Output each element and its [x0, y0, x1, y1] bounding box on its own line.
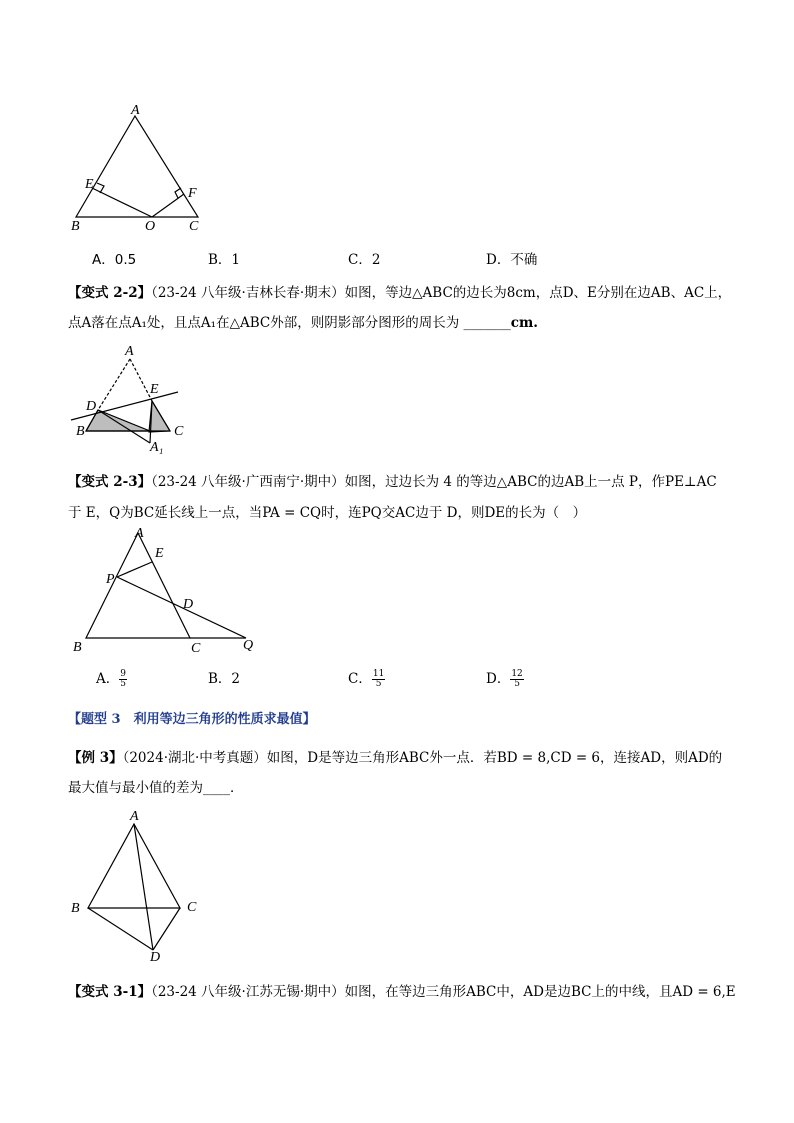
figure-triangle-pq: [70, 520, 270, 650]
label-e: E: [85, 177, 94, 192]
triangle-abc: [88, 824, 180, 908]
question-text: 如图，D是等边三角形ABC外一点．若BD = 8,CD = 6，连接AD，则AD的: [266, 750, 723, 766]
question-tag: 【变式 2-2】: [68, 285, 152, 301]
label-e: E: [150, 382, 159, 397]
denominator: 5: [514, 679, 520, 689]
label-b: B: [71, 901, 80, 916]
question-2-2-line2: [68, 314, 538, 332]
option-b[interactable]: B．1: [208, 252, 241, 268]
question-text: 最大值与最小值的差为____．: [68, 780, 244, 796]
section-heading: 【题型 3 利用等边三角形的性质求最值】: [68, 712, 316, 727]
triangle-abc: [76, 116, 198, 217]
label-a1: A₁: [150, 440, 164, 455]
question-2-2-line1: [68, 284, 731, 302]
option-b[interactable]: B．2: [208, 671, 241, 687]
label-b: B: [73, 640, 82, 655]
option-prefix: A．: [96, 671, 120, 687]
label-a: A: [131, 103, 140, 118]
fraction: [119, 670, 127, 689]
triangle-abc: [86, 533, 190, 638]
denominator: 5: [120, 679, 126, 689]
question-source: （23-24 八年级·吉林长春·期末）: [151, 285, 345, 301]
label-a: A: [130, 809, 139, 824]
label-a: A: [125, 344, 134, 359]
label-c: C: [174, 424, 184, 439]
answer-blank[interactable]: _______: [463, 315, 511, 331]
denominator: 5: [375, 679, 382, 689]
question-text: 点A落在点A₁处，且点A₁在△ABC外部，则阴影部分图形的周长为: [68, 315, 460, 331]
label-b: B: [76, 424, 85, 439]
option-d[interactable]: D．不确: [486, 252, 538, 268]
segment-ae-dashed: [98, 359, 130, 410]
question-text: 如图，过边长为 4 的等边△ABC的边AB上一点 P，作PE⊥AC: [344, 474, 717, 490]
question-tag: 【例 3】: [68, 750, 123, 766]
question-2-3-line1: [68, 473, 717, 491]
option-a[interactable]: A．0.5: [92, 252, 137, 268]
option-c[interactable]: C．2: [348, 252, 381, 268]
option-prefix: C．: [348, 671, 372, 687]
numerator: 9: [120, 669, 126, 679]
unit-text: cm.: [510, 315, 538, 331]
segment-ad: [134, 824, 153, 950]
label-d: D: [183, 597, 194, 612]
example-3-line2: [68, 779, 244, 797]
label-o: O: [145, 219, 156, 234]
option-c[interactable]: [348, 670, 385, 689]
question-text: 于 E，Q为BC延长线上一点，当PA = CQ时，连PQ交AC边于 D，则DE的长为（ ）: [68, 505, 587, 521]
numerator: 12: [511, 669, 523, 679]
label-q: Q: [243, 638, 254, 653]
question-tag: 【变式 3-1】: [68, 984, 152, 1000]
figure-triangle-abc-external-d: [70, 810, 210, 960]
question-source: （23-24 八年级·江苏无锡·期中）: [151, 984, 345, 1000]
question-tag: 【变式 2-3】: [68, 474, 152, 490]
segment-of: [152, 194, 184, 217]
fraction: [372, 670, 385, 689]
label-c: C: [187, 900, 197, 915]
question-text: 如图，在等边三角形ABC中，AD是边BC上的中线，且AD = 6,E: [344, 984, 736, 1000]
label-d: D: [86, 399, 97, 414]
option-prefix: D．: [486, 671, 511, 687]
label-p: P: [106, 572, 115, 587]
fraction: [510, 670, 523, 689]
numerator: 11: [372, 669, 385, 679]
option-a[interactable]: [96, 670, 127, 689]
label-e: E: [155, 546, 164, 561]
question-source: （23-24 八年级·广西南宁·期中）: [151, 474, 345, 490]
label-c: C: [191, 641, 201, 656]
example-3-line1: [68, 749, 722, 767]
option-d[interactable]: [486, 670, 524, 689]
question-3-1-line1: [68, 983, 736, 1001]
segment-ae-dashed: [130, 359, 152, 401]
label-c: C: [189, 219, 199, 234]
question-source: （2024·湖北·中考真题）: [122, 750, 267, 766]
segment-cd: [153, 908, 180, 950]
label-d: D: [150, 950, 161, 965]
segment-bd: [88, 908, 153, 950]
label-a: A: [135, 526, 144, 541]
question-text: 如图，等边△ABC的边长为8cm，点D、E分别在边AB、AC上，: [344, 285, 732, 301]
label-b: B: [71, 219, 80, 234]
segment-pq: [117, 577, 246, 638]
label-f: F: [188, 186, 197, 201]
